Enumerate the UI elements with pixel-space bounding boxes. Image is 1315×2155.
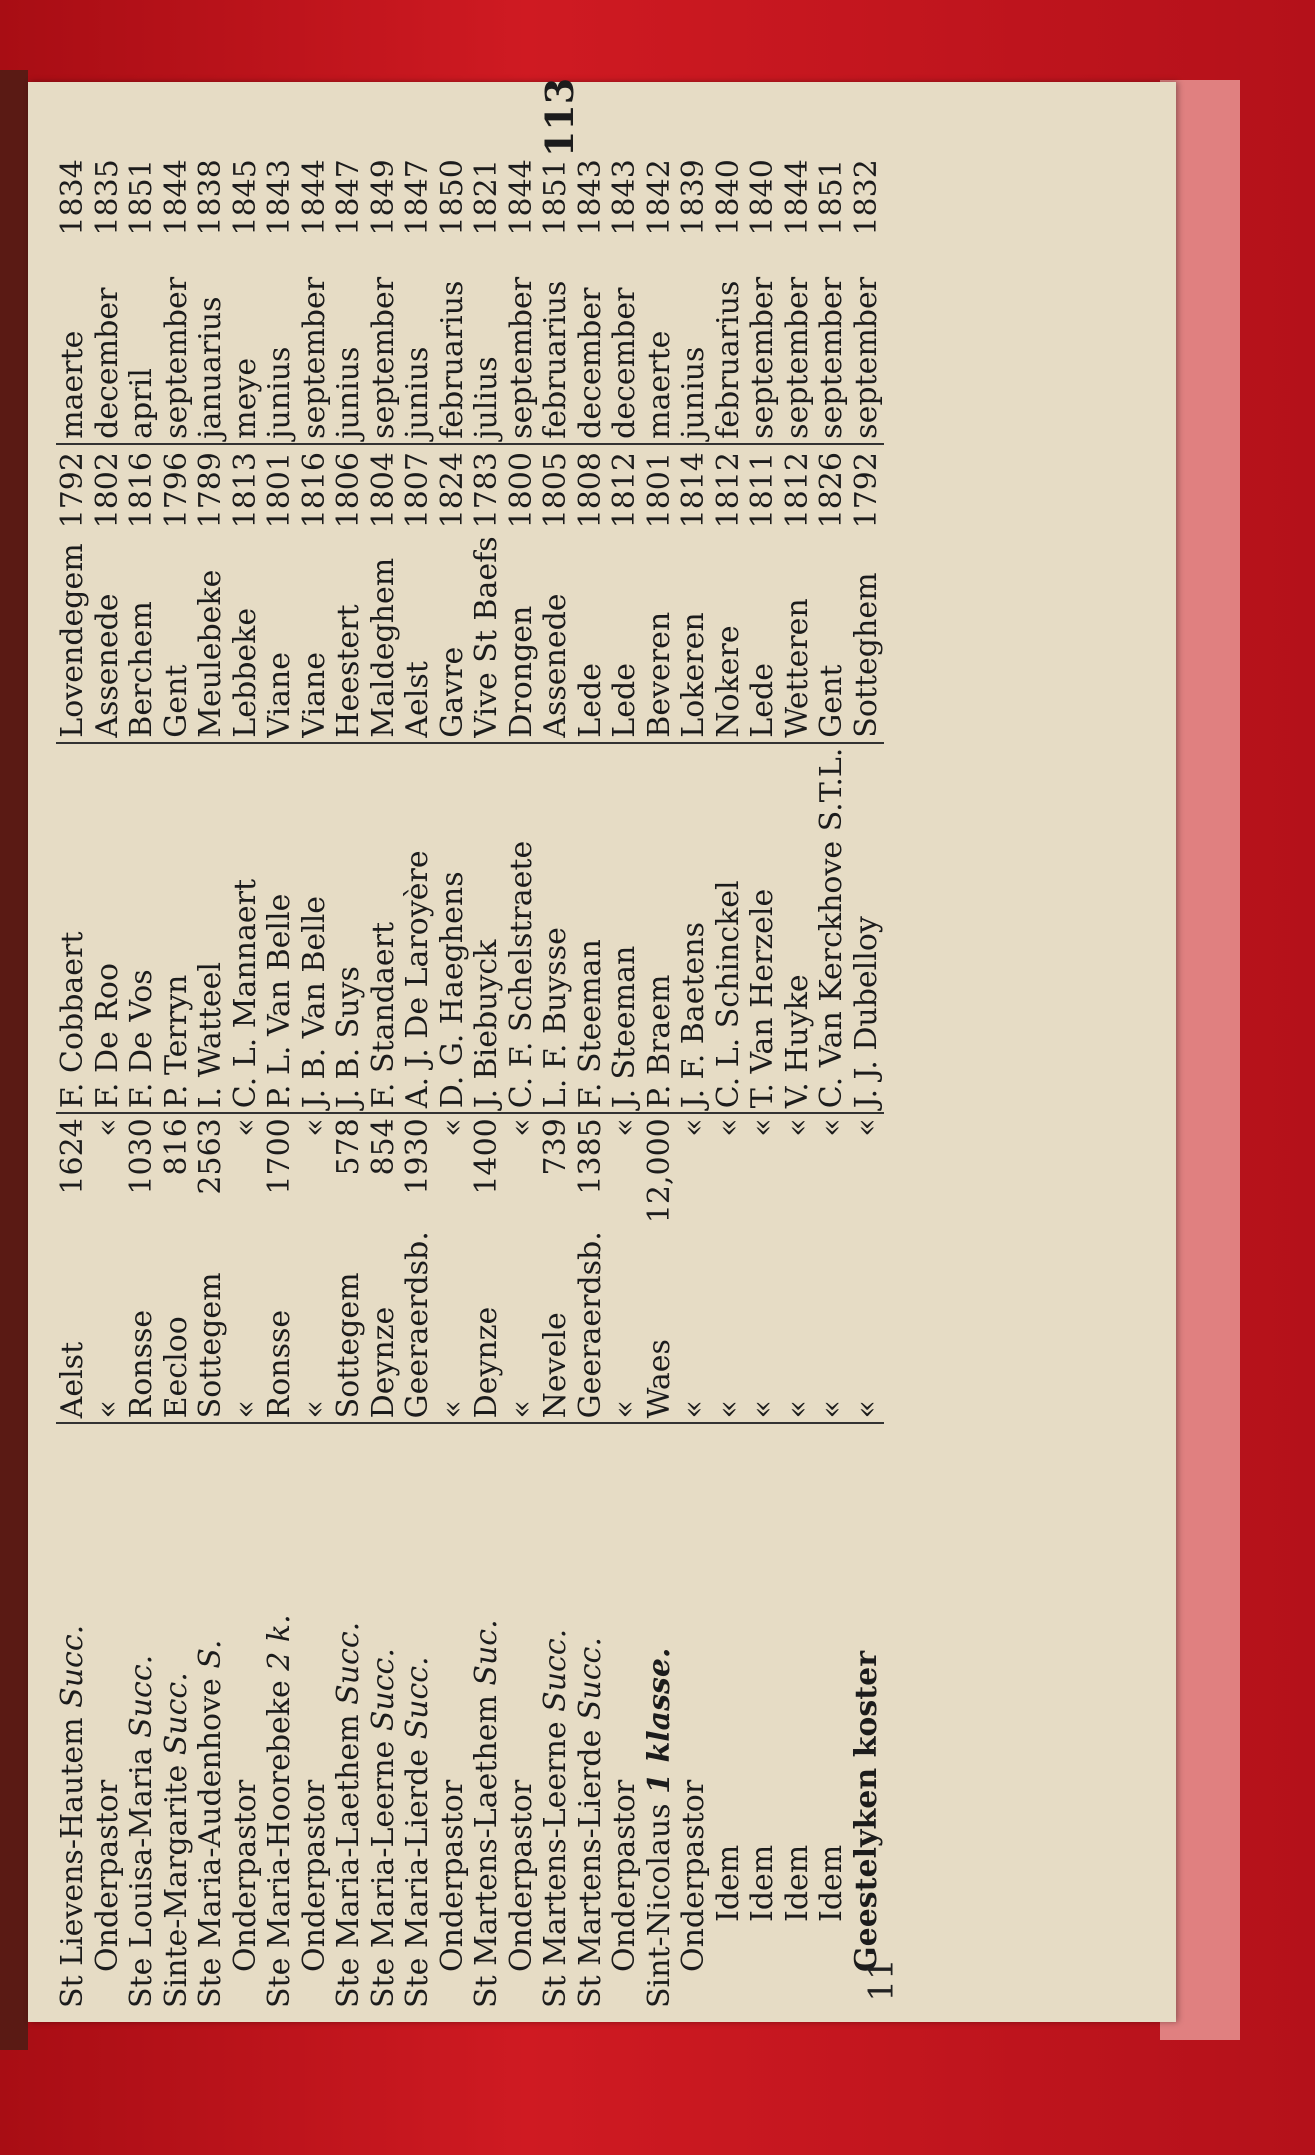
parish-cell [229,1423,264,2012]
appointment-month-cell: januarius [194,240,229,444]
parish-name: Onderpastor [503,1779,539,1972]
appointment-year-cell: 1844 [296,159,332,236]
parish-name: Ste Maria-Lierde [400,1748,435,2008]
appointment-month-cell: april [125,240,160,444]
birth-year-cell: 1816 [124,452,159,529]
canton-cell: « [436,1227,471,1423]
parish-cell [470,1423,505,2012]
table-row [781,152,816,2012]
appointment-month-cell: september [505,240,540,444]
table-row [125,152,160,2012]
birth-year-cell: 1812 [779,452,815,529]
table-row [298,152,333,2012]
appointment-month-cell: september [746,240,781,444]
appointment-year-cell: 1835 [89,159,125,236]
priest-cell: J. B. Van Belle [298,743,333,1114]
table-row [643,152,678,2012]
appointment-year-cell: 1851 [538,159,573,236]
birth-year-cell: 1792 [848,452,884,529]
priest-cell: A. J. De Laroyère [401,743,436,1114]
population-cell: « [434,1118,470,1137]
parish-cell [436,1423,471,2012]
population-cell: « [296,1118,332,1137]
canton-cell: « [815,1227,850,1423]
appointment-year-cell: 1843 [572,159,608,236]
appointment-year-cell: 1832 [848,159,884,236]
parish-name: Ste Maria-Laethem [331,1714,366,2008]
appointment-month-cell: maerte [643,240,678,444]
birthplace-cell: Beveren [643,532,678,742]
birth-year-cell: 1811 [745,452,780,529]
canton-cell: Deynze [367,1227,402,1423]
table-row [470,152,505,2012]
appointment-year-cell: 1847 [400,159,435,236]
birthplace-cell: Drongen [505,532,540,742]
table-row [229,152,264,2012]
appointment-month-cell: junius [401,240,436,444]
priest-cell: C. Van Kerckhove S.T.L. [815,743,850,1114]
appointment-year-cell: 1842 [641,159,677,236]
birth-year-cell: 1802 [89,452,125,529]
table-row [367,152,402,2012]
canton-cell: Aelst [56,1227,91,1423]
parish-kind: Succ. [365,1648,401,1732]
population-cell: « [745,1118,780,1137]
appointment-year-cell: 1838 [193,159,228,236]
parish-name: Ste Maria-Leerne [365,1740,401,2008]
canton-cell: « [91,1227,126,1423]
parish-kind: S. [193,1639,228,1669]
appointment-month-cell: junius [332,240,367,444]
parish-name: Onderpastor [296,1779,332,1972]
canton-cell: Ronsse [125,1227,160,1423]
table-row [160,152,195,2012]
birth-year-cell: 1812 [607,452,642,529]
table-row [712,152,747,2012]
appointment-year-cell: 1843 [607,159,642,236]
priest-cell: F. Standaert [367,743,402,1114]
birthplace-cell: Maldeghem [367,532,402,742]
population-cell: 816 [158,1118,194,1176]
table-row [401,152,436,2012]
parish-name: St Martens-Laethem [469,1695,504,2008]
birthplace-cell: Lede [574,532,609,742]
appointment-year-cell: 1844 [503,159,539,236]
parish-cell [91,1423,126,2012]
population-cell: « [227,1118,263,1137]
parish-cell [367,1423,402,2012]
priest-cell: V. Huyke [781,743,816,1114]
priest-cell: P. Braem [643,743,678,1114]
birth-year-cell: 1826 [814,452,849,529]
birth-year-cell: 1816 [296,452,332,529]
parish-kind: 2 k. [262,1614,297,1671]
birthplace-cell: Gent [160,532,195,742]
parish-cell [677,1423,712,2012]
birthplace-cell: Viane [298,532,333,742]
appointment-year-cell: 1850 [434,159,470,236]
birth-year-cell: 1812 [710,452,746,529]
priest-cell: J. B. Suys [332,743,367,1114]
birth-year-cell: 1808 [572,452,608,529]
priest-cell: C. L. Schinckel [712,743,747,1114]
birthplace-cell: Assenede [91,532,126,742]
population-cell: 1385 [572,1118,608,1195]
birth-year-cell: 1824 [434,452,470,529]
birthplace-cell: Aelst [401,532,436,742]
table-row [56,152,91,2012]
priest-cell: F. De Vos [125,743,160,1114]
appointment-month-cell: september [160,240,195,444]
birth-year-cell: 1814 [676,452,711,529]
birthplace-cell: Gavre [436,532,471,742]
canton-cell: « [229,1227,264,1423]
book-spine [0,70,28,2050]
canton-cell: Geeraerdsb. [574,1227,609,1423]
birthplace-cell: Lokeren [677,532,712,742]
parish-name: Ste Maria-Audenhove [193,1678,228,2008]
birth-year-cell: 1804 [365,452,401,529]
population-cell: 1700 [262,1118,297,1195]
appointment-year-cell: 1821 [469,159,504,236]
priest-cell: C. L. Mannaert [229,743,264,1114]
canton-cell: « [712,1227,747,1423]
canton-cell: Geeraerdsb. [401,1227,436,1423]
parish-kind: Succ. [158,1672,194,1756]
canton-cell: Sottegem [194,1227,229,1423]
parish-cell [125,1423,160,2012]
priest-cell: T. Van Herzele [746,743,781,1114]
population-cell: « [848,1118,884,1137]
table-row [332,152,367,2012]
population-cell: 1030 [124,1118,159,1195]
parish-cell [56,1423,91,2012]
birthplace-cell: Lede [746,532,781,742]
canton-cell: Eecloo [160,1227,195,1423]
parish-cell [263,1423,298,2012]
table-row [194,152,229,2012]
records-body [56,152,884,2012]
appointment-year-cell: 1840 [710,159,746,236]
appointment-month-cell: meye [229,240,264,444]
population-cell: 854 [365,1118,401,1176]
appointment-month-cell: junius [263,240,298,444]
birth-year-cell: 1805 [538,452,573,529]
canton-cell: « [298,1227,333,1423]
appointment-month-cell: junius [677,240,712,444]
parish-cell [194,1423,229,2012]
birth-year-cell: 1813 [227,452,263,529]
parish-name: Sinte-Margarite [158,1764,194,2008]
parish-kind: Succ. [55,1624,90,1708]
birthplace-cell: Lede [608,532,643,742]
appointment-month-cell: februarius [539,240,574,444]
appointment-month-cell: februarius [436,240,471,444]
birthplace-cell: Lovendegem [56,532,91,742]
population-cell: 578 [331,1118,366,1176]
parish-name: Ste Maria-Hoorebeke [262,1680,297,2008]
canton-cell: « [608,1227,643,1423]
birthplace-cell: Sotteghem [850,532,885,742]
appointment-year-cell: 1851 [124,159,159,236]
canton-cell: Sottegem [332,1227,367,1423]
birthplace-cell: Lebbeke [229,532,264,742]
birth-year-cell: 1796 [158,452,194,529]
parish-kind: Suc. [469,1619,504,1686]
parish-cell [539,1423,574,2012]
birthplace-cell: Viane [263,532,298,742]
parish-name: Idem [710,1844,746,1922]
canton-cell: « [781,1227,816,1423]
canton-cell: « [677,1227,712,1423]
appointment-month-cell: september [367,240,402,444]
canton-cell: « [746,1227,781,1423]
population-cell: « [676,1118,711,1137]
population-cell: « [779,1118,815,1137]
appointment-month-cell: september [298,240,333,444]
birthplace-cell: Heestert [332,532,367,742]
parish-cell [608,1423,643,2012]
parish-cell [712,1423,747,2012]
appointment-year-cell: 1849 [365,159,401,236]
population-cell: 739 [538,1118,573,1176]
appointment-month-cell: december [608,240,643,444]
table-row [677,152,712,2012]
table-row [815,152,850,2012]
parish-name: Onderpastor [676,1779,711,1972]
margin-mark: 11 [861,1958,902,2002]
birth-year-cell: 1807 [400,452,435,529]
table-row [539,152,574,2012]
parish-cell [746,1423,781,2012]
appointment-month-cell: september [850,240,885,444]
population-cell: « [89,1118,125,1137]
parish-name: Idem [814,1844,849,1922]
parish-name: Onderpastor [89,1779,125,1972]
appointment-month-cell: december [574,240,609,444]
appointment-year-cell: 1847 [331,159,366,236]
parish-name: Geestelyken koster [848,1650,884,1972]
birthplace-cell: Meulebeke [194,532,229,742]
canton-cell: Deynze [470,1227,505,1423]
population-cell: « [710,1118,746,1137]
priest-cell: J. F. Baetens [677,743,712,1114]
appointment-month-cell: december [91,240,126,444]
priest-cell: F. Steeman [574,743,609,1114]
birthplace-cell: Assenede [539,532,574,742]
birth-year-cell: 1792 [55,452,90,529]
birthplace-cell: Gent [815,532,850,742]
canton-cell: « [850,1227,885,1423]
priest-cell: F. Cobbaert [56,743,91,1114]
parish-cell [643,1423,678,2012]
priest-cell: P. L. Van Belle [263,743,298,1114]
appointment-month-cell: september [815,240,850,444]
appointment-year-cell: 1851 [814,159,849,236]
priest-cell: D. G. Haeghens [436,743,471,1114]
table-row [746,152,781,2012]
population-cell: 1624 [55,1118,90,1195]
parish-name: Ste Louisa-Maria [124,1747,159,2008]
population-cell: 1930 [400,1118,435,1195]
appointment-month-cell: julius [470,240,505,444]
appointment-year-cell: 1844 [779,159,815,236]
population-cell: 2563 [193,1118,228,1195]
birth-year-cell: 1800 [503,452,539,529]
priest-cell: J. Steeman [608,743,643,1114]
parish-kind: Succ. [538,1628,573,1712]
canton-cell: Nevele [539,1227,574,1423]
appointment-month-cell: februarius [712,240,747,444]
appointment-year-cell: 1844 [158,159,194,236]
parish-cell [160,1423,195,2012]
parish-cell [781,1423,816,2012]
table-row [436,152,471,2012]
table-row [505,152,540,2012]
parish-name: Idem [779,1844,815,1922]
parish-kind: Succ. [572,1637,608,1721]
birth-year-cell: 1806 [331,452,366,529]
parish-name: St Lievens-Hautem [55,1717,90,2008]
priest-cell: J. Biebuyck [470,743,505,1114]
parish-kind: Succ. [124,1654,159,1738]
parish-name: St Martens-Leerne [538,1721,573,2008]
appointment-year-cell: 1840 [745,159,780,236]
priest-cell: C. F. Schelstraete [505,743,540,1114]
birthplace-cell: Wetteren [781,532,816,742]
parish-cell [401,1423,436,2012]
priest-cell: L. F. Buysse [539,743,574,1114]
priest-cell: P. Terryn [160,743,195,1114]
parish-cell [574,1423,609,2012]
appointment-year-cell: 1843 [262,159,297,236]
parish-name: Onderpastor [227,1779,263,1972]
parish-cell [505,1423,540,2012]
table-row [574,152,609,2012]
canton-cell: Waes [643,1227,678,1423]
table-row [91,152,126,2012]
population-cell: « [814,1118,849,1137]
clergy-register-table [56,152,1036,2012]
table-row [263,152,298,2012]
population-cell: 12,000 [641,1118,677,1224]
birth-year-cell: 1789 [193,452,228,529]
birth-year-cell: 1801 [262,452,297,529]
priest-cell: F. De Roo [91,743,126,1114]
parish-kind: Succ. [331,1621,366,1705]
appointment-month-cell: maerte [56,240,91,444]
parish-cell [850,1423,885,2012]
priest-cell: I. Watteel [194,743,229,1114]
population-cell: « [607,1118,642,1137]
appointment-year-cell: 1839 [676,159,711,236]
birthplace-cell: Nokere [712,532,747,742]
priest-cell: J. J. Dubelloy [850,743,885,1114]
parish-cell [298,1423,333,2012]
table-row [608,152,643,2012]
parish-kind: Succ. [400,1656,435,1740]
parish-cell [332,1423,367,2012]
appointment-year-cell: 1834 [55,159,90,236]
birth-year-cell: 1783 [469,452,504,529]
parish-name: Onderpastor [434,1779,470,1972]
parish-kind: 1 klasse. [641,1647,677,1794]
parish-name: Idem [745,1844,780,1922]
appointment-year-cell: 1845 [227,159,263,236]
population-cell: « [503,1118,539,1137]
table-row [850,152,885,2012]
population-cell: 1400 [469,1118,504,1195]
parish-name: Onderpastor [607,1779,642,1972]
canton-cell: « [505,1227,540,1423]
birth-year-cell: 1801 [641,452,677,529]
appointment-month-cell: september [781,240,816,444]
records-table [56,152,884,2012]
birthplace-cell: Berchem [125,532,160,742]
birthplace-cell: Vive St Baefs [470,532,505,742]
canton-cell: Ronsse [263,1227,298,1423]
page-number: 113 [537,77,583,158]
parish-name: Sint-Nicolaus [641,1803,677,2008]
parish-name: St Martens-Lierde [572,1729,608,2008]
parish-cell [815,1423,850,2012]
